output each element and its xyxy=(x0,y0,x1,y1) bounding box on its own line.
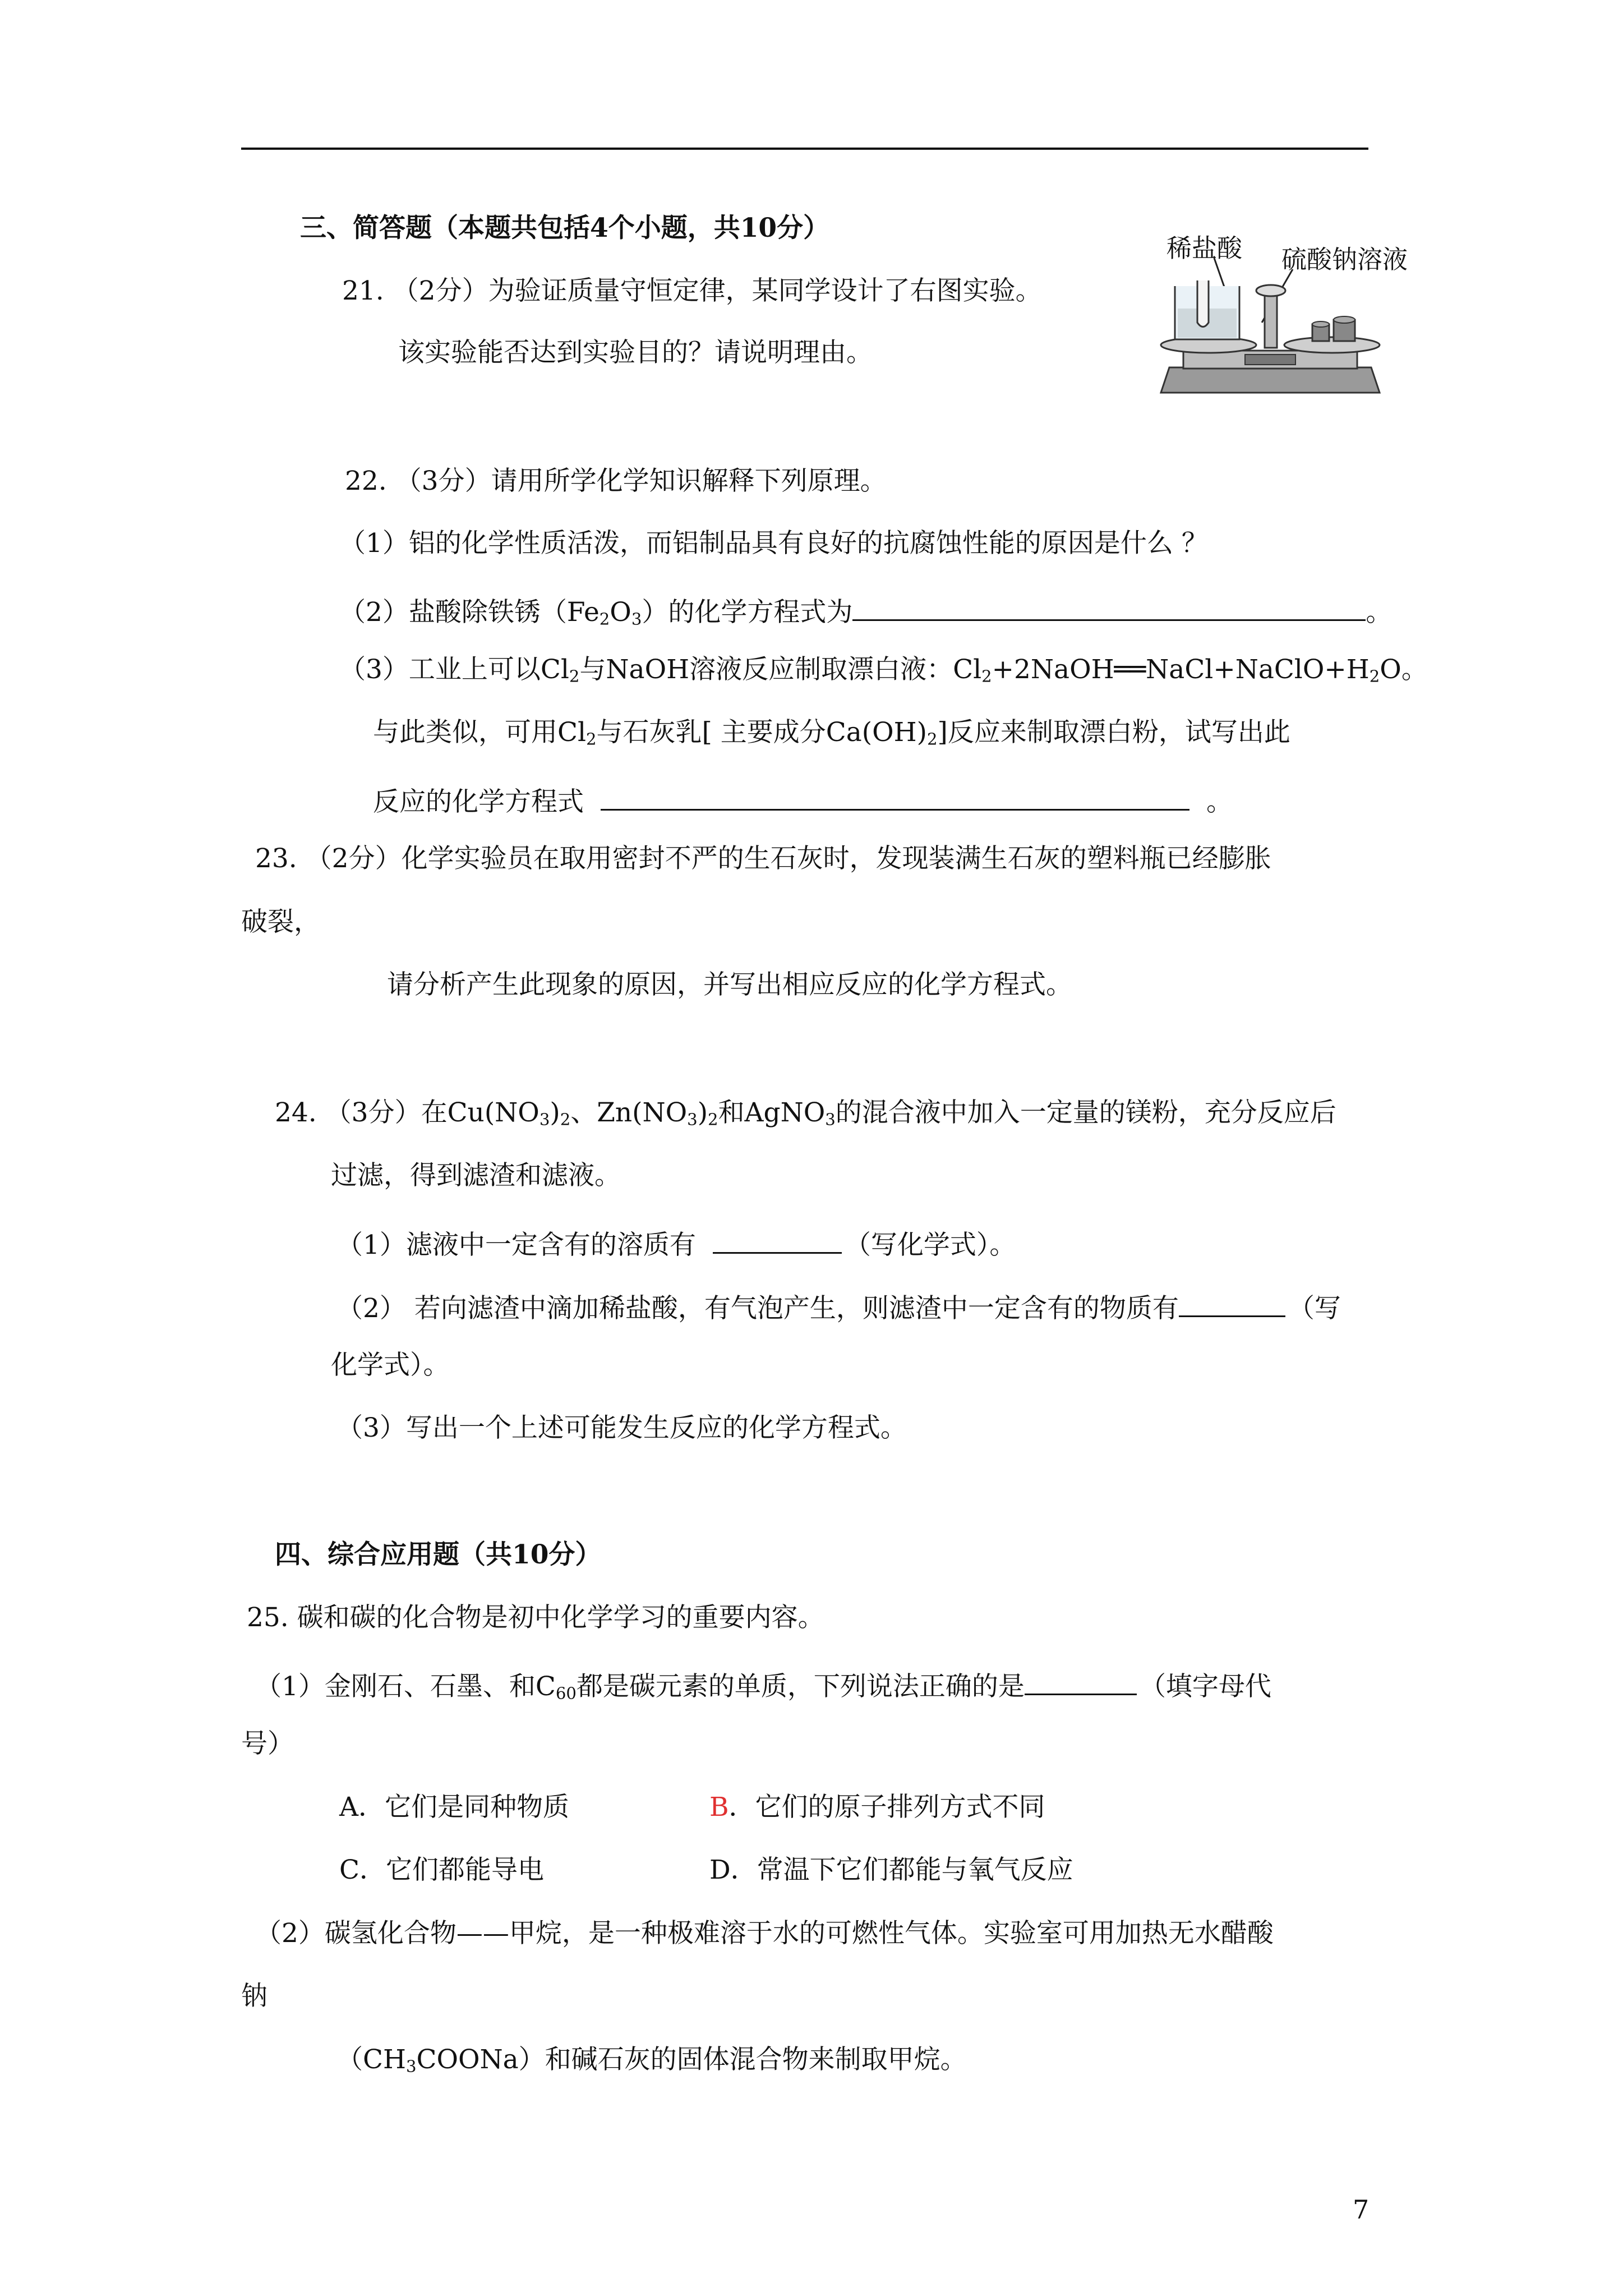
balance-experiment-figure xyxy=(1150,224,1391,404)
q21-line1: 21. （2分）为验证质量守恒定律，某同学设计了右图实验。 xyxy=(342,275,1042,306)
section-4-title: 四、综合应用题（共10分） xyxy=(275,1539,602,1570)
q25-option-d: D．常温下它们都能与氧气反应 xyxy=(709,1855,1073,1885)
q24-part3: （3）写出一个上述可能发生反应的化学方程式。 xyxy=(336,1412,907,1443)
q23-line3: 请分析产生此现象的原因，并写出相应反应的化学方程式。 xyxy=(387,969,1072,1000)
q24-part2-answer-blank xyxy=(1179,1289,1285,1317)
q25-head: 25. 碳和碳的化合物是初中化学学习的重要内容。 xyxy=(247,1602,824,1633)
q21-line2: 该实验能否达到实验目的？请说明理由。 xyxy=(398,337,873,368)
figure-label-hydrochloric-acid: 稀盐酸 xyxy=(1166,233,1243,263)
q22-part2: （2）盐酸除铁锈$(Fe_2O_3)$的化学方程式为 。 xyxy=(339,593,1392,625)
q24-part1-answer-blank xyxy=(713,1226,842,1254)
q22-part1: （1）铝的化学性质活泼，而铝制品具有良好的抗腐蚀性能的原因是什么 ？ xyxy=(339,528,1208,559)
q22-part3-line1: （3）工业上可以$Cl_2$与NaOH溶液反应制取漂白液：$Cl_2+2NaOH══NaCl+NaClO+H_2O$。 xyxy=(339,654,1428,686)
q24-line1: 24. （3分）在$Cu(NO_3)_2$、$Zn(NO_3)_2$和AgNO$_3$的混合液中加入一定量的镁粉，充分反应后 xyxy=(275,1097,1336,1129)
q25-part2-line2: 钠 xyxy=(241,1981,268,2012)
q23-line2: 破裂， xyxy=(241,907,320,937)
q23-line1: 23. （2分）化学实验员在取用密封不严的生石灰时，发现装满生石灰的塑料瓶已经膨胀 xyxy=(255,843,1271,874)
q24-part2: （2） 若向滤渣中滴加稀盐酸，有气泡产生，则滤渣中一定含有的物质有 （写 xyxy=(336,1289,1341,1322)
q25-option-b: B．它们的原子排列方式不同 xyxy=(709,1792,1045,1823)
q25-part2-line3: $(CH_3COONa)$和碱石灰的固体混合物来制取甲烷。 xyxy=(336,2044,967,2076)
q25-part1-cont: 号） xyxy=(241,1728,294,1759)
q25-option-c: C．它们都能导电 xyxy=(339,1855,544,1885)
q22-part2-answer-blank xyxy=(852,593,1366,621)
q22-part3-answer-blank xyxy=(601,783,1189,811)
q24-part2-cont: 化学式）。 xyxy=(331,1350,450,1381)
q25-part1: （1）金刚石、石墨、和$C_{60}$都是碳元素的单质，下列说法正确的是 （填字母代 xyxy=(255,1667,1271,1700)
page-number: 7 xyxy=(1353,2194,1370,2225)
q25-option-b-letter: B xyxy=(709,1792,729,1823)
q25-part1-answer-blank xyxy=(1025,1667,1137,1695)
section-3-title: 三、简答题（本题共包括4个小题，共10分） xyxy=(300,213,830,243)
q22-part3-line2: 与此类似，可用$Cl_2$与石灰乳[ 主要成分$Ca(OH)_2$]反应来制取漂白粉，试写出此 xyxy=(373,717,1290,749)
q22-part3-line3: 反应的化学方程式 。 xyxy=(373,783,1233,815)
q24-line2: 过滤，得到滤渣和滤液。 xyxy=(331,1160,621,1191)
q22-head: 22. （3分）请用所学化学知识解释下列原理。 xyxy=(345,466,887,496)
header-rule xyxy=(241,148,1368,150)
q25-part2-line1: （2）碳氢化合物——甲烷，是一种极难溶于水的可燃性气体。实验室可用加热无水醋酸 xyxy=(255,1918,1274,1949)
q24-part1: （1）滤液中一定含有的溶质有 （写化学式）。 xyxy=(336,1226,1016,1258)
q25-option-a: A．它们是同种物质 xyxy=(339,1792,569,1823)
figure-label-sodium-sulfate: 硫酸钠溶液 xyxy=(1281,245,1408,274)
